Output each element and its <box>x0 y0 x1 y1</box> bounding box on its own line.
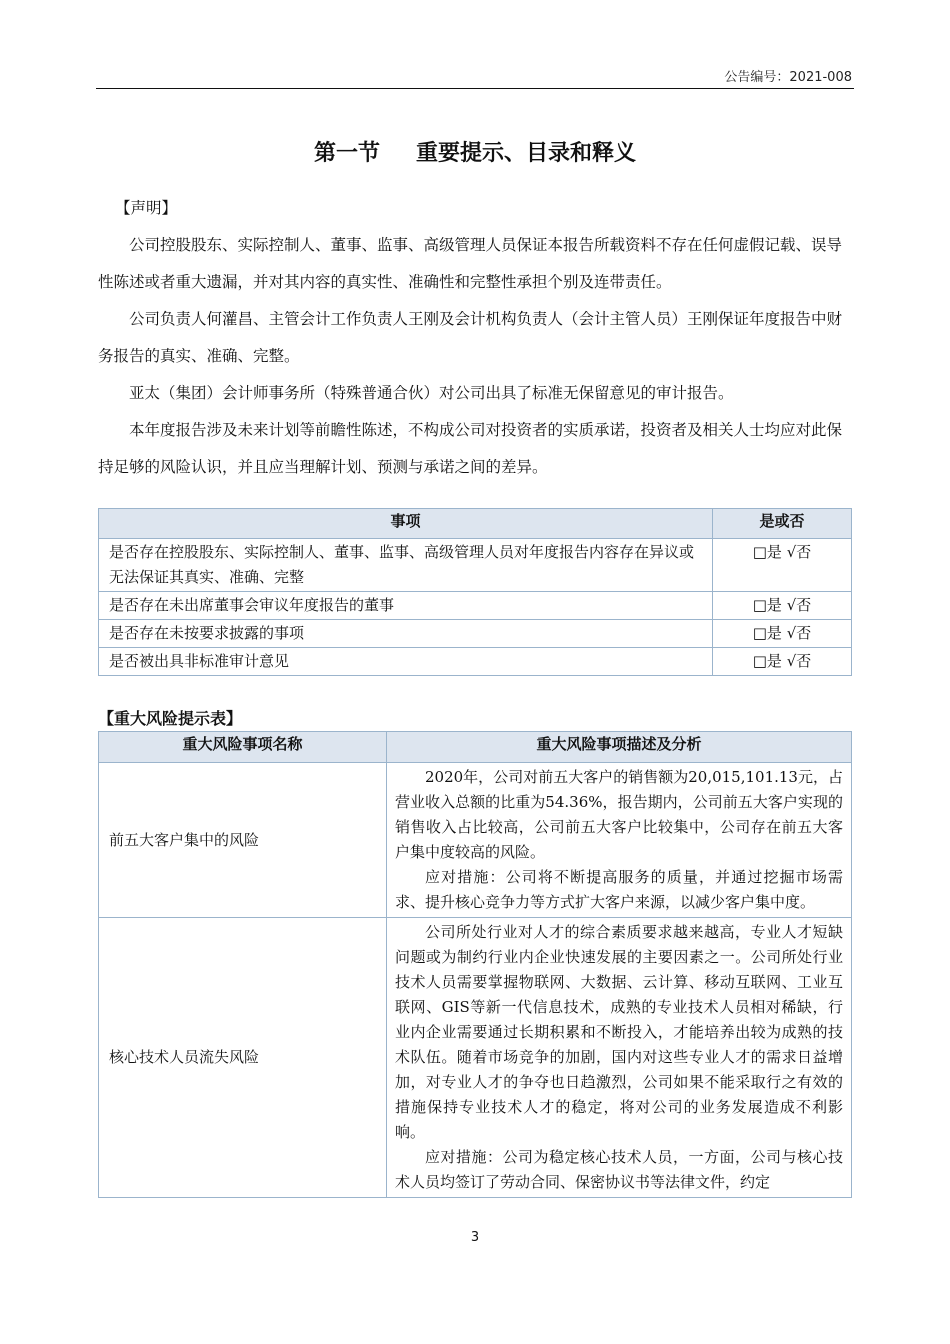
risk-paragraph: 应对措施：公司为稳定核心技术人员，一方面，公司与核心技术人员均签订了劳动合同、保密协议书等法律文件，约定 <box>395 1148 843 1191</box>
matters-table <box>98 508 852 676</box>
page-number: 3 <box>470 1230 480 1245</box>
risk-table-title: 【重大风险提示表】 <box>98 709 243 728</box>
table-row <box>99 620 852 648</box>
table-header-row <box>99 509 852 539</box>
statement-paragraph: 亚太（集团）会计师事务所（特殊普通合伙）对公司出具了标准无保留意见的审计报告。 <box>129 384 734 402</box>
column-header: 事项 <box>99 509 713 539</box>
matter-item: 是否存在未按要求披露的事项 <box>99 620 713 648</box>
matter-answer: □是 √否 <box>713 539 852 592</box>
matter-answer: □是 √否 <box>713 592 852 620</box>
matter-item: 是否存在控股股东、实际控制人、董事、监事、高级管理人员对年度报告内容存在异议或无法保证其真实、准确、完整 <box>99 539 713 592</box>
statement-block <box>98 190 852 486</box>
table-row <box>99 918 852 1198</box>
column-header: 重大风险事项描述及分析 <box>387 732 852 763</box>
section-number: 第一节 <box>313 141 380 166</box>
table-row <box>99 539 852 592</box>
column-header: 重大风险事项名称 <box>99 732 387 763</box>
risk-description <box>387 763 852 918</box>
announcement-code: 公告编号：2021-008 <box>724 70 852 85</box>
column-header: 是或否 <box>713 509 852 539</box>
table-row <box>99 648 852 676</box>
table-row <box>99 763 852 918</box>
table-row <box>99 592 852 620</box>
risk-paragraph: 公司所处行业对人才的综合素质要求越来越高，专业人才短缺问题或为制约行业内企业快速发展的主要因素之一。公司所处行业技术人员需要掌握物联网、大数据、云计算、移动互联网、工业互联网、GIS等新一代信息技术，成熟的专业技术人员相对稀缺，行业内企业需要通过长期积累和不断投入，才能培养出较为成熟的技术队伍。随着市场竞争的加剧，国内对这些专业人才的需求日益增加，对专业人才的争夺也日趋激烈，公司如果不能采取行之有效的措施保持专业技术人才的稳定，将对公司的业务发展造成不利影响。 <box>395 923 843 1141</box>
risk-table <box>98 731 852 1198</box>
risk-paragraph: 2020年，公司对前五大客户的销售额为20,015,101.13元，占营业收入总额的比重为54.36%，报告期内，公司前五大客户实现的销售收入占比较高，公司前五大客户比较集中，公司存在前五大客户集中度较高的风险。 <box>395 768 843 861</box>
statement-label: 【声明】 <box>115 199 178 217</box>
matter-answer: □是 √否 <box>713 648 852 676</box>
matter-item: 是否存在未出席董事会审议年度报告的董事 <box>99 592 713 620</box>
table-header-row <box>99 732 852 763</box>
section-title <box>0 136 950 167</box>
risk-name: 核心技术人员流失风险 <box>99 918 387 1198</box>
statement-paragraph: 公司控股股东、实际控制人、董事、监事、高级管理人员保证本报告所载资料不存在任何虚假记载、误导性陈述或者重大遗漏，并对其内容的真实性、准确性和完整性承担个别及连带责任。 <box>98 236 843 291</box>
statement-paragraph: 公司负责人何灌昌、主管会计工作负责人王刚及会计机构负责人（会计主管人员）王刚保证年度报告中财务报告的真实、准确、完整。 <box>98 310 843 365</box>
risk-paragraph: 应对措施：公司将不断提高服务的质量，并通过挖掘市场需求、提升核心竞争力等方式扩大客户来源，以减少客户集中度。 <box>395 868 843 911</box>
statement-paragraph: 本年度报告涉及未来计划等前瞻性陈述，不构成公司对投资者的实质承诺，投资者及相关人士均应对此保持足够的风险认识，并且应当理解计划、预测与承诺之间的差异。 <box>98 421 843 476</box>
matter-answer: □是 √否 <box>713 620 852 648</box>
risk-description <box>387 918 852 1198</box>
risk-name: 前五大客户集中的风险 <box>99 763 387 918</box>
section-heading: 重要提示、目录和释义 <box>416 141 637 166</box>
header-divider <box>96 88 854 89</box>
matter-item: 是否被出具非标准审计意见 <box>99 648 713 676</box>
